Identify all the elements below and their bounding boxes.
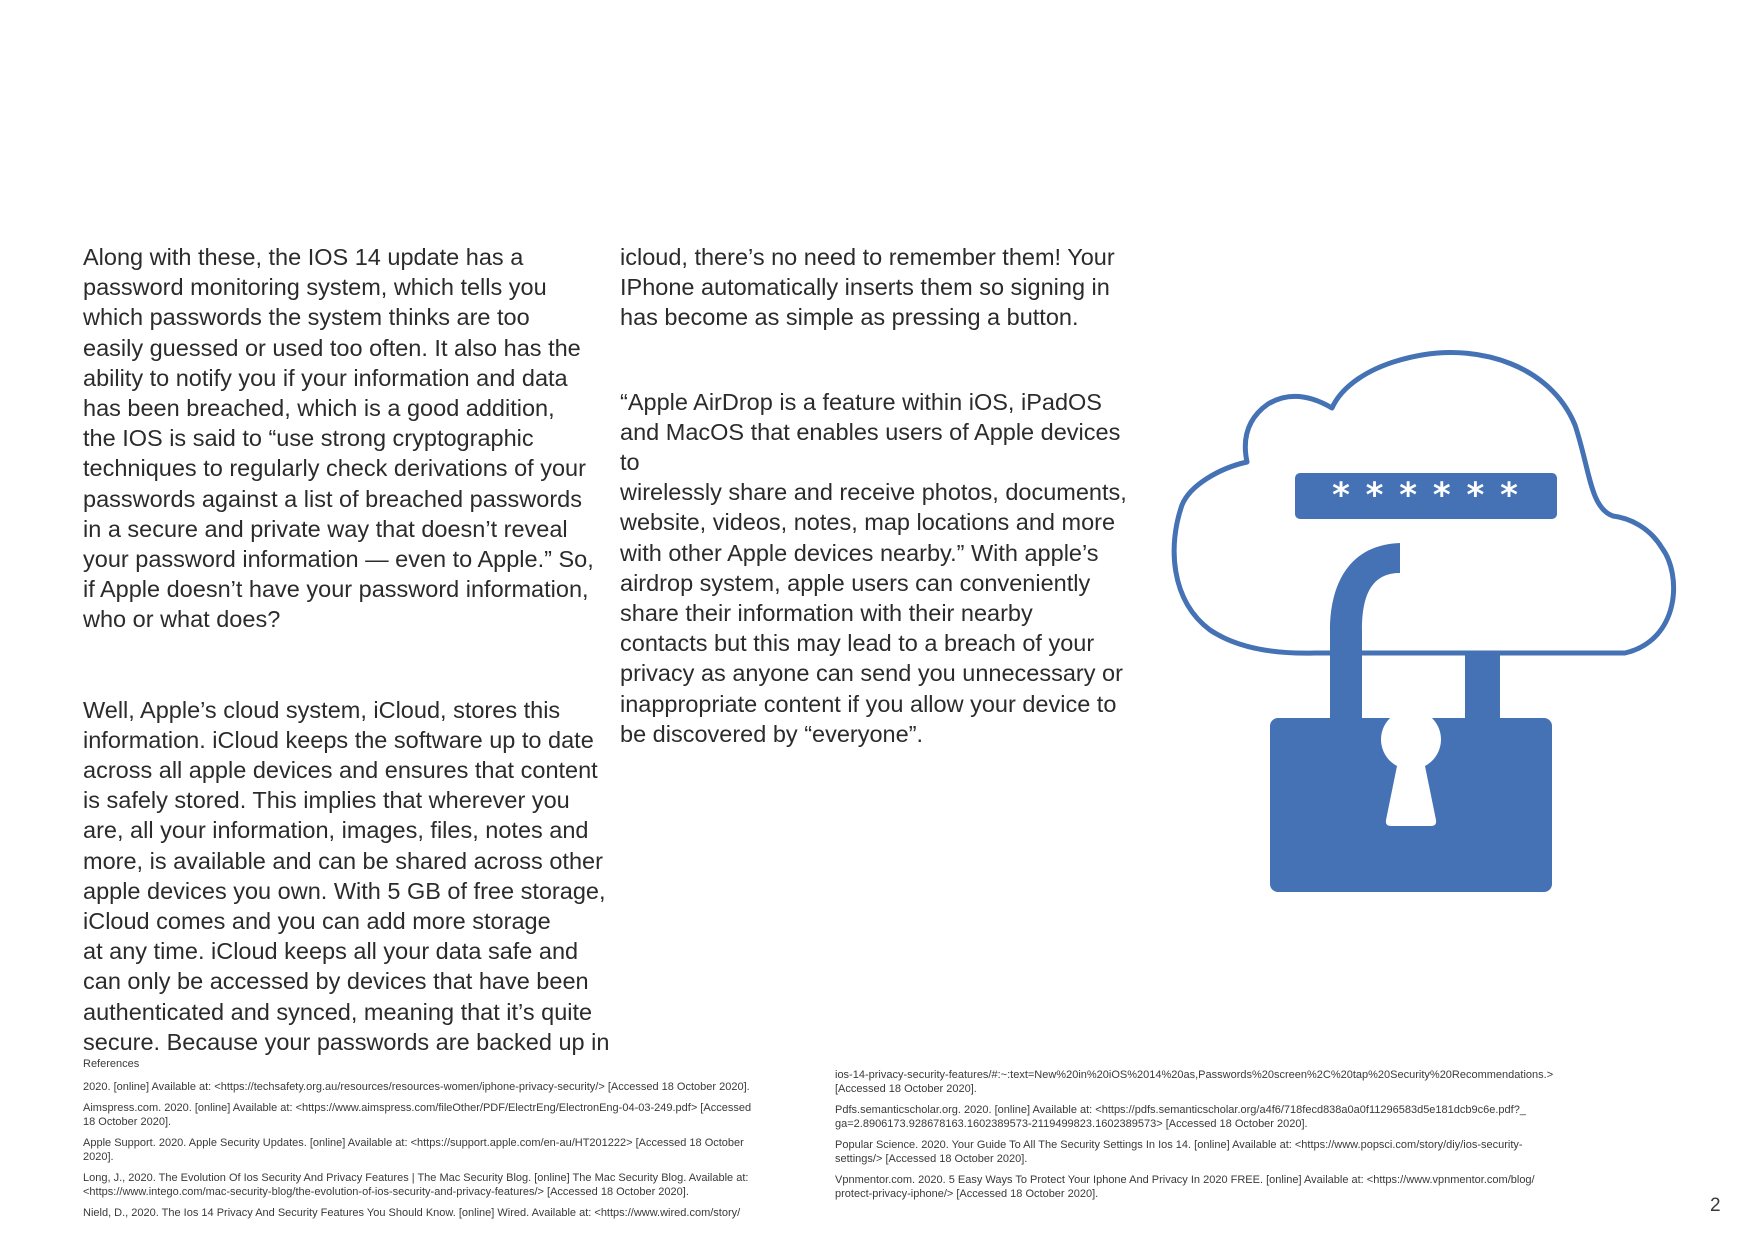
reference-entry: Vpnmentor.com. 2020. 5 Easy Ways To Protect Your Iphone And Privacy In 2020 FREE. [online] Available at: <https://www.vpnmentor.com/blog/ protect-privacy-iphone/> [Accessed 18 October 2020].	[835, 1174, 1535, 1200]
references-right	[835, 1069, 1610, 1209]
reference-entry: 2020. [online] Available at: <https://techsafety.org.au/resources/resources-women/iphone-privacy-security/> [Accessed 18 October 2020].	[83, 1080, 750, 1093]
body-column-left	[83, 242, 623, 1057]
password-mask-text: * * * * * *	[1332, 475, 1520, 516]
body-paragraph: “Apple AirDrop is a feature within iOS, iPadOS and MacOS that enables users of Apple devices to wirelessly share and receive photos, documents, website, videos, notes, map locations and more with other Apple devices nearby.” With apple’s airdrop system, apple users can conveniently share their information with their nearby contacts but this may lead to a breach of your privacy as anyone can send you unnecessary or inappropriate content if you allow your device to be discovered by “everyone”.	[620, 388, 1127, 747]
references-left	[83, 1058, 808, 1229]
body-column-middle	[620, 242, 1140, 749]
references-title: References	[83, 1058, 140, 1070]
reference-entry: Pdfs.semanticscholar.org. 2020. [online] Available at: <https://pdfs.semanticscholar.org/a4f6/718fecd838a0a0f11296583d5e181dcb9c6e.pdf?_ ga=2.8906173.928678163.1602389573-2119499823.1602389573> [Accessed 18 October 2020].	[835, 1104, 1526, 1130]
padlock-shackle-post	[1465, 655, 1500, 725]
reference-entry: Aimspress.com. 2020. [online] Available at: <https://www.aimspress.com/fileOther/PDF/ElectrEng/ElectronEng-04-03-249.pdf> [Accessed 18 October 2020].	[83, 1102, 752, 1128]
padlock-shackle	[1330, 543, 1400, 720]
page-number: 2	[1710, 1195, 1721, 1216]
body-paragraph: Well, Apple’s cloud system, iCloud, stores this information. iCloud keeps the software up to date across all apple devices and ensures that content is safely stored. This implies that wherever you are, all your information, images, files, notes and more, is available and can be shared across other apple devices you own. With 5 GB of free storage, iCloud comes and you can add more storage at any time. iCloud keeps all your data safe and can only be accessed by devices that have been authenticated and synced, meaning that it’s quite secure. Because your passwords are backed up in	[83, 696, 610, 1055]
body-paragraph: Along with these, the IOS 14 update has a password monitoring system, which tells you which passwords the system thinks are too easily guessed or used too often. It also has the ability to notify you if your information and data has been breached, which is a good addition, the IOS is said to “use strong cryptographic techniques to regularly check derivations of your passwords against a list of breached passwords in a secure and private way that doesn’t reveal your password information — even to Apple.” So, if Apple doesn’t have your password information, who or what does?	[83, 244, 594, 633]
reference-entry: Long, J., 2020. The Evolution Of Ios Security And Privacy Features | The Mac Security Blog. [online] The Mac Security Blog. Available at: <https://www.intego.com/mac-security-blog/the-evolution-of-ios-security-and-privacy-features/> [Accessed 18 October 2020].	[83, 1172, 749, 1198]
body-paragraph: icloud, there’s no need to remember them! Your IPhone automatically inserts them so signing in has become as simple as pressing a button.	[620, 244, 1115, 331]
reference-entry: ios-14-privacy-security-features/#:~:text=New%20in%20iOS%2014%20as,Passwords%20screen%2C%20tap%20Security%20Recommendations.> [Accessed 18 October 2020].	[835, 1069, 1554, 1095]
cloud-password-lock-illustration	[1160, 340, 1680, 910]
reference-entry: Nield, D., 2020. The Ios 14 Privacy And Security Features You Should Know. [online] Wired. Available at: <https://www.wired.com/story/	[83, 1207, 741, 1219]
reference-entry: Apple Support. 2020. Apple Security Updates. [online] Available at: <https://support.apple.com/en-au/HT201222> [Accessed 18 October 2020].	[83, 1137, 744, 1163]
reference-entry: Popular Science. 2020. Your Guide To All The Security Settings In Ios 14. [online] Available at: <https://www.popsci.com/story/diy/ios-security- settings/> [Accessed 18 October 2020].	[835, 1139, 1523, 1165]
